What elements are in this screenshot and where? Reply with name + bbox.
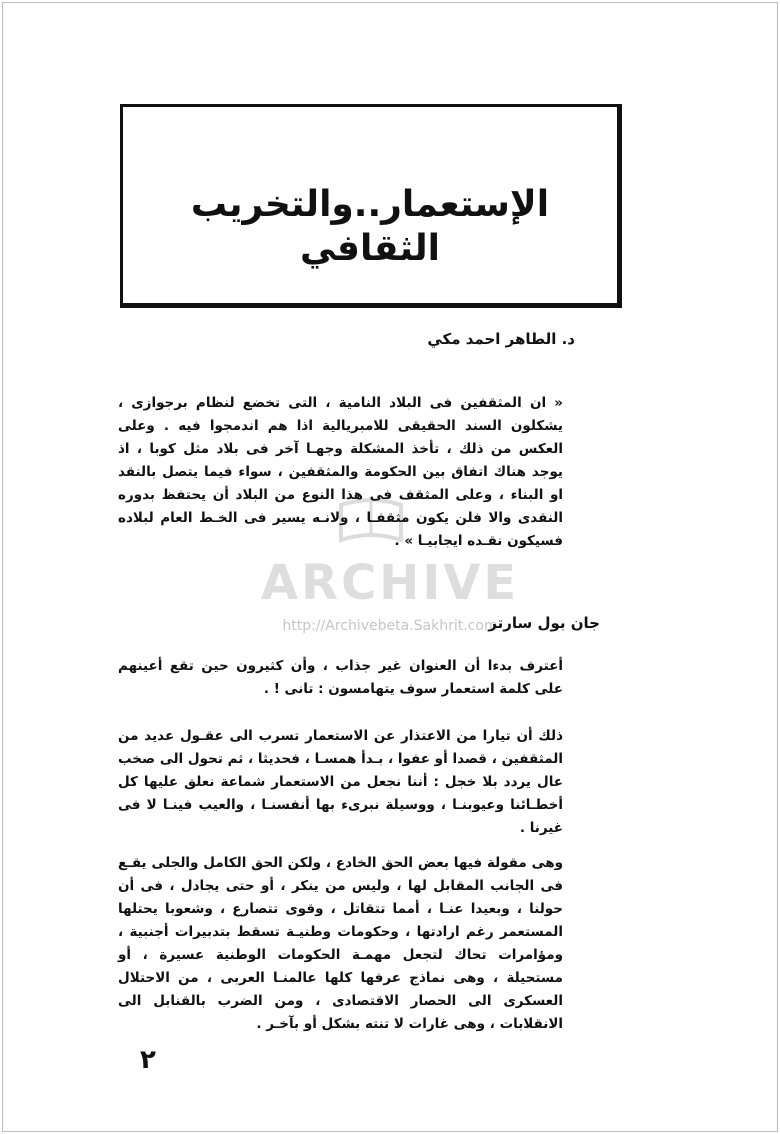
quote-text: « ان المثقفين فى البلاد النامية ، التى تخضع لنظام برجوازى ، يشكلون السند الحقيقى للامبريالية اذا هم اندمجوا فيه . وعلى العكس من ذلك ، تأخذ المشكلة وجهـا آخر فى بلاد مثل كوبا ، اذ يوجد هناك اتفاق بين الحكومة والمثقفين ، سواء فيما يتصل بالنقد او البناء ، وعلى المثقف فى هذا النوع من البلاد أن يحتفظ بدوره النقدى والا فلن يكون مثقفـا ، ولانـه يسير فى الخـط العام لبلاده فسيكون نقـده ايجابيـا » . [118,395,563,549]
archive-watermark: ARCHIVE [260,555,520,611]
paragraph-text: أعترف بدءا أن العنوان غير جذاب ، وأن كثيرون حين تقع أعينهم على كلمة استعمار سوف يتهامسون : تانى ! . [118,658,563,697]
archive-watermark-url: http://Archivebeta.Sakhrit.com [282,618,498,634]
quote-attribution: جان بول سارتر [488,614,600,632]
paragraph-text: ذلك أن تيارا من الاعتذار عن الاستعمار تسرب الى عقـول عديد من المثقفين ، قصدا أو عفوا ، بـدأ همسـا ، فحديثا ، ثم تحول الى صخب عال يردد بلا خجل : أننا نجعل من الاستعمار شماعة نعلق عليها كل أخطـائنا وعيوبنـا ، ووسيلة نبرىء بها أنفسنـا ، والعيب فينـا لا فى غيرنا . [118,728,563,836]
page-number: ٢ [140,1045,156,1075]
body-paragraph [118,725,563,840]
paragraph-text: وهى مقولة فيها بعض الحق الخادع ، ولكن الحق الكامل والجلى يقـع فى الجانب المقابل لها ، وليس من ينكر ، أو حتى يجادل ، فى أن حولنا ، وبعيدا عنـا ، أمما تتقاتل ، وقوى تتصارع ، وشعوبا يحتلها المستعمر رغم ارادتها ، وحكومات وطنيـة تسقط بتدبيرات أجنبية ، ومؤامرات تحاك لتجعل مهمـة الحكومات الوطنية عسيرة ، أو مستحيلة ، وهى نماذج عرفها كلها عالمنـا العربى ، من الاحتلال العسكرى الى الحصار الاقتصادى ، ومن الضرب بالقنابل الى الانقلابات ، وهى غارات لا تنته بشكل أو بآخـر . [118,855,563,1032]
opening-quote [118,392,563,607]
body-paragraph [118,852,563,1036]
article-title: الإستعمار..والتخريب الثقافي [190,184,550,269]
body-paragraph [118,655,563,701]
title-frame [120,104,622,308]
author-byline: د. الطاهر احمد مكي [427,330,575,348]
